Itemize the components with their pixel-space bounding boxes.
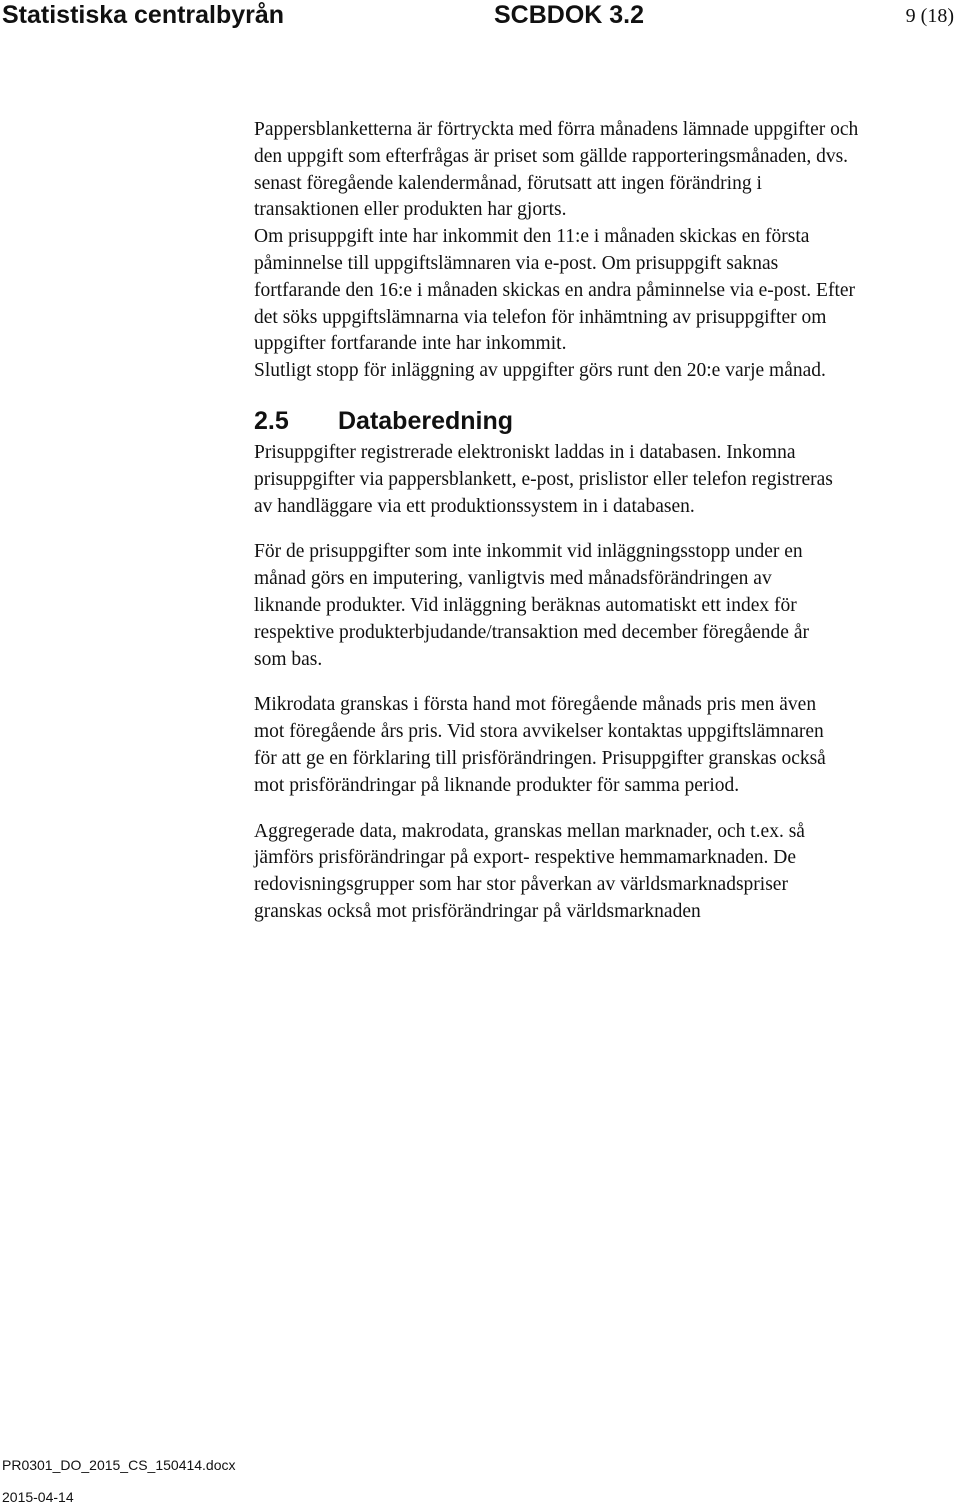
text-line: Slutligt stopp för inläggning av uppgifter görs runt den 20:e varje månad.: [254, 360, 826, 382]
text-line: fortfarande den 16:e i månaden skickas en andra påminnelse via e-post. Efter: [254, 279, 856, 301]
text-line: För de prisuppgifter som inte inkommit vid inläggningsstopp under en: [254, 541, 803, 563]
paragraph-spacer: [254, 673, 954, 692]
intro-paragraph: [254, 117, 954, 385]
footer-date: 2015-04-14: [2, 1489, 74, 1505]
text-line: Pappersblanketterna är förtryckta med förra månadens lämnade uppgifter och: [254, 119, 859, 140]
page-footer: [0, 1455, 960, 1504]
document-body: [254, 117, 954, 926]
paragraph-macrodata: [254, 819, 954, 926]
page-number: 9 (18): [905, 5, 954, 27]
text-line: prisuppgifter via pappersblankett, e-post, prislistor eller telefon registreras: [254, 468, 833, 490]
text-line: jämförs prisförändringar på export- respektive hemmamarknaden. De: [254, 847, 797, 869]
text-line: liknande produkter. Vid inläggning beräknas automatiskt ett index för: [254, 594, 797, 616]
paragraph-spacer: [254, 800, 954, 819]
text-line: senast föregående kalendermånad, förutsatt att ingen förändring i: [254, 172, 762, 194]
text-line: mot föregående års pris. Vid stora avvikelser kontaktas uppgiftslämnaren: [254, 721, 824, 743]
text-line: transaktionen eller produkten har gjorts.: [254, 199, 567, 221]
text-line: Mikrodata granskas i första hand mot föregående månads pris men även: [254, 694, 817, 716]
section-number: 2.5: [254, 406, 289, 435]
text-line: den uppgift som efterfrågas är priset som gällde rapporteringsmånaden, dvs.: [254, 145, 849, 167]
text-line: månad görs en imputering, vanligtvis med månadsförändringen av: [254, 568, 772, 590]
text-line: det söks uppgiftslämnarna via telefon för inhämtning av prisuppgifter om: [254, 306, 827, 328]
document-id: SCBDOK 3.2: [494, 1, 645, 29]
page-header: [0, 0, 960, 34]
text-line: granskas också mot prisförändringar på världsmarknaden: [254, 900, 701, 922]
text-line: av handläggare via ett produktionssystem in i databasen.: [254, 495, 695, 517]
paragraph-imputation: [254, 539, 954, 673]
text-line: Aggregerade data, makrodata, granskas mellan marknader, och t.ex. så: [254, 820, 805, 842]
text-line: Om prisuppgift inte har inkommit den 11:e i månaden skickas en första: [254, 226, 810, 248]
paragraph-data-loading: [254, 440, 954, 520]
text-line: påminnelse till uppgiftslämnaren via e-post. Om prisuppgift saknas: [254, 252, 779, 274]
organization-name: Statistiska centralbyrån: [2, 1, 285, 29]
section-title: Databeredning: [338, 406, 514, 435]
paragraph-microdata: [254, 692, 954, 799]
text-line: mot prisförändringar på liknande produkter för samma period.: [254, 774, 740, 796]
text-line: för att ge en förklaring till prisförändringen. Prisuppgifter granskas också: [254, 747, 826, 769]
footer-filename: PR0301_DO_2015_CS_150414.docx: [2, 1457, 236, 1473]
text-line: Prisuppgifter registrerade elektroniskt laddas in i databasen. Inkomna: [254, 441, 796, 463]
text-line: uppgifter fortfarande inte har inkommit.: [254, 333, 567, 355]
text-line: redovisningsgrupper som har stor påverkan av världsmarknadspriser: [254, 874, 788, 896]
text-line: respektive produkterbjudande/transaktion med december föregående år: [254, 621, 809, 643]
paragraph-spacer: [254, 520, 954, 539]
text-line: som bas.: [254, 648, 323, 670]
section-heading: [254, 404, 954, 438]
